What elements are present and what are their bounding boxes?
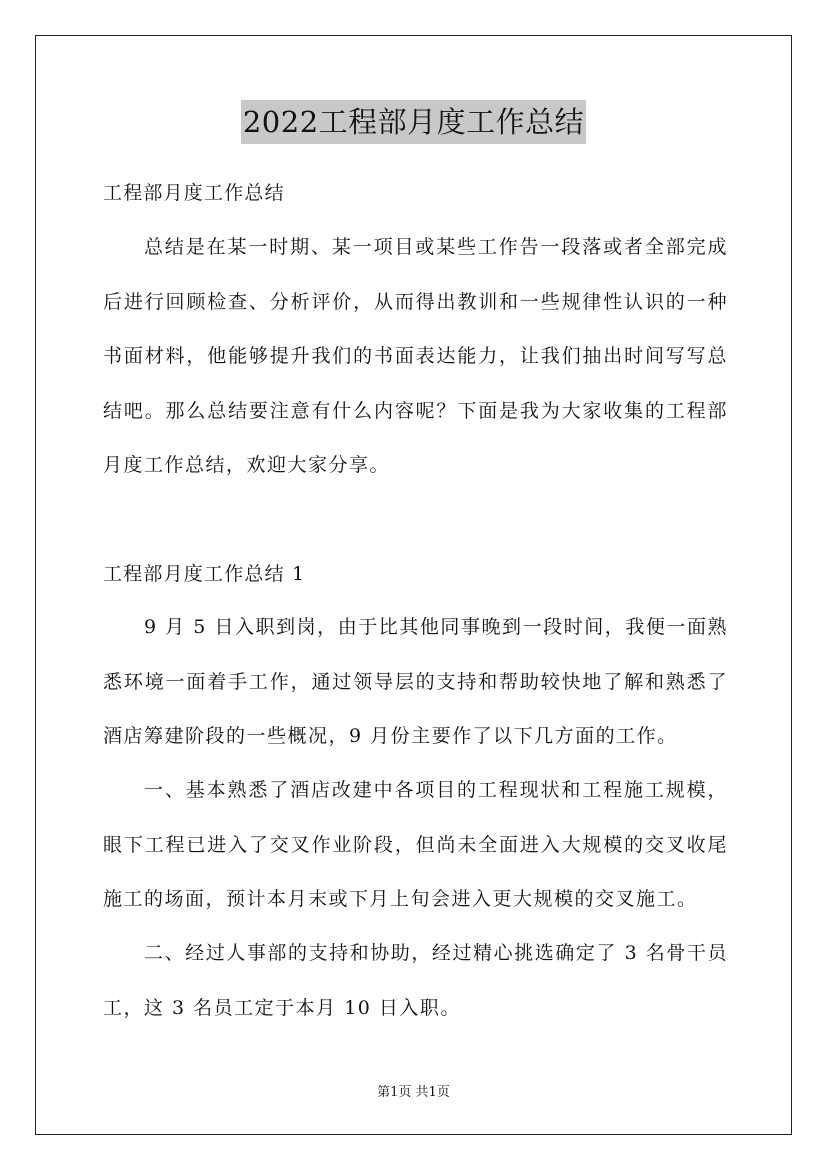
page-footer: 第1页 共1页	[377, 1085, 450, 1100]
title-container	[0, 100, 827, 144]
paragraph-1: 9 月 5 日入职到岗，由于比其他同事晚到一段时间，我便一面熟悉环境一面着手工作，通过领导层的支持和帮助较快地了解和熟悉了酒店筹建阶段的一些概况，9 月份主要作了以下几方面的工作。	[103, 616, 728, 747]
section-heading: 工程部月度工作总结 1	[103, 563, 306, 585]
intro-paragraph: 总结是在某一时期、某一项目或某些工作告一段落或者全部完成后进行回顾检查、分析评价，从而得出教训和一些规律性认识的一种书面材料，他能够提升我们的书面表达能力，让我们抽出时间写写总结吧。那么总结要注意有什么内容呢？下面是我为大家收集的工程部月度工作总结，欢迎大家分享。	[103, 236, 728, 476]
paragraph-3: 二、经过人事部的支持和协助，经过精心挑选确定了 3 名骨干员工，这 3 名员工定于本月 10 日入职。	[103, 942, 728, 1019]
paragraph-2: 一、基本熟悉了酒店改建中各项目的工程现状和工程施工规模，眼下工程已进入了交叉作业阶段，但尚未全面进入大规模的交叉收尾施工的场面，预计本月末或下月上旬会进入更大规模的交叉施工。	[103, 779, 728, 910]
intro-heading: 工程部月度工作总结	[103, 182, 285, 204]
document-title: 2022工程部月度工作总结	[241, 100, 586, 144]
